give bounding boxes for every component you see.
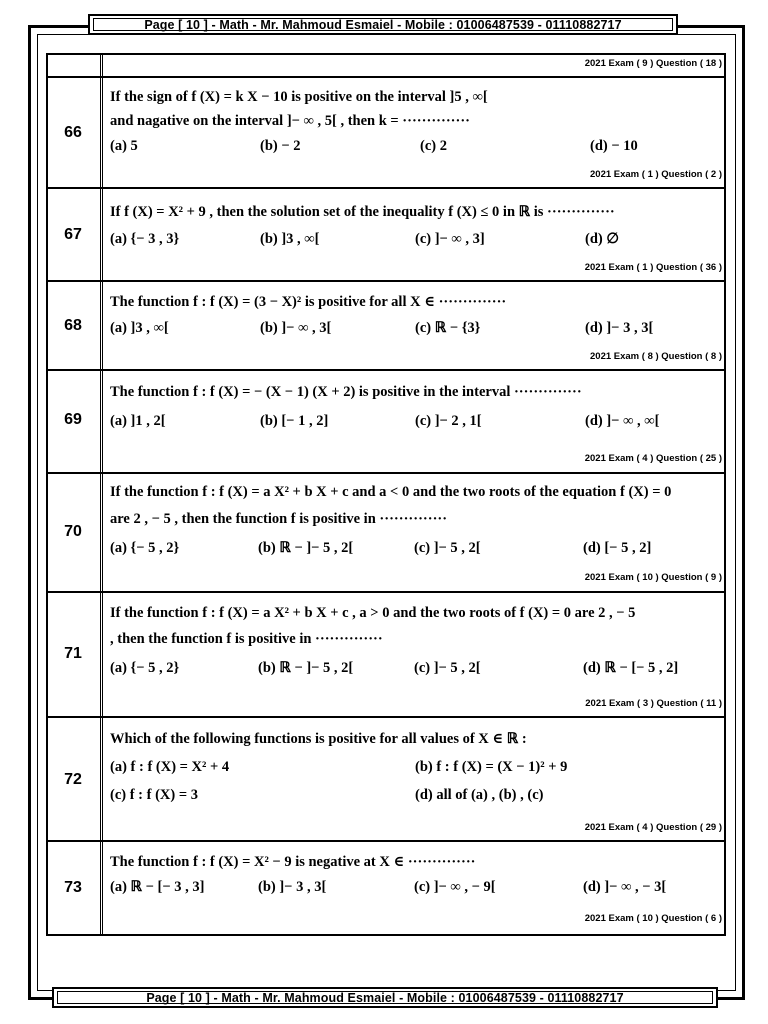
option-a: (a) ]3 , ∞[	[110, 320, 169, 336]
option-b: (b) ]− 3 , 3[	[258, 879, 327, 895]
question-source: 2021 Exam ( 10 ) Question ( 6 )	[584, 913, 722, 924]
option-b: (b) ]3 , ∞[	[260, 231, 320, 247]
question-text-line: The function f : f (X) = (3 − X)² is positive for all X ∈ ··············	[110, 294, 507, 310]
option-d: (d) − 10	[590, 138, 638, 154]
option-d: (d) ]− 3 , 3[	[585, 320, 654, 336]
question-source: 2021 Exam ( 4 ) Question ( 29 )	[584, 822, 722, 833]
question-text-line: The function f : f (X) = X² − 9 is negative at X ∈ ··············	[110, 854, 476, 870]
question-text-line: , then the function f is positive in ··············	[110, 631, 383, 647]
page-header	[88, 14, 678, 35]
question-source: 2021 Exam ( 4 ) Question ( 25 )	[584, 453, 722, 464]
question-source: 2021 Exam ( 1 ) Question ( 36 )	[584, 262, 722, 273]
option-c: (c) 2	[420, 138, 447, 154]
option-b: (b) f : f (X) = (X − 1)² + 9	[415, 759, 568, 775]
option-a: (a) f : f (X) = X² + 4	[110, 759, 230, 775]
question-source: 2021 Exam ( 8 ) Question ( 8 )	[590, 351, 722, 362]
question-text-line: If f (X) = X² + 9 , then the solution set of the inequality f (X) ≤ 0 in ℝ is ··············	[110, 204, 615, 220]
option-c: (c) ]− 2 , 1[	[415, 413, 482, 429]
option-c: (c) ]− ∞ , 3]	[415, 231, 485, 247]
question-number: 71	[64, 645, 82, 662]
option-c: (c) f : f (X) = 3	[110, 787, 198, 803]
question-text-line: If the function f : f (X) = a X² + b X + c , a > 0 and the two roots of f (X) = 0 are 2 , − 5	[110, 605, 636, 621]
page-footer-text: Page [ 10 ] - Math - Mr. Mahmoud Esmaiel - Mobile : 01006487539 - 01110882717	[57, 991, 713, 1004]
question-number: 70	[64, 523, 82, 540]
option-b: (b) − 2	[260, 138, 301, 154]
option-c: (c) ]− ∞ , − 9[	[414, 879, 496, 895]
question-source: 2021 Exam ( 3 ) Question ( 11 )	[585, 698, 722, 709]
option-a: (a) {− 5 , 2}	[110, 540, 180, 556]
option-d: (d) ]− ∞ , − 3[	[583, 879, 667, 895]
row-divider	[46, 840, 726, 842]
question-text-line: If the sign of f (X) = k X − 10 is positive on the interval ]5 , ∞[	[110, 89, 488, 105]
row-divider	[46, 187, 726, 189]
option-b: (b) ℝ − ]− 5 , 2[	[258, 660, 354, 676]
option-d: (d) ℝ − [− 5 , 2]	[583, 660, 679, 676]
number-column-divider	[100, 53, 103, 936]
question-text-line: are 2 , − 5 , then the function f is positive in ··············	[110, 511, 448, 527]
option-a: (a) ]1 , 2[	[110, 413, 166, 429]
question-text-line: and nagative on the interval ]− ∞ , 5[ , then k = ··············	[110, 113, 471, 129]
option-a: (a) {− 5 , 2}	[110, 660, 180, 676]
question-number: 73	[64, 879, 82, 896]
option-d: (d) all of (a) , (b) , (c)	[415, 787, 544, 803]
option-a: (a) {− 3 , 3}	[110, 231, 180, 247]
option-c: (c) ℝ − {3}	[415, 320, 481, 336]
option-a: (a) ℝ − [− 3 , 3]	[110, 879, 205, 895]
option-a: (a) 5	[110, 138, 138, 154]
row-divider	[46, 716, 726, 718]
question-number: 72	[64, 771, 82, 788]
option-d: (d) [− 5 , 2]	[583, 540, 652, 556]
option-d: (d) ]− ∞ , ∞[	[585, 413, 660, 429]
question-number: 66	[64, 124, 82, 141]
option-b: (b) ]− ∞ , 3[	[260, 320, 332, 336]
option-d: (d) ∅	[585, 231, 619, 247]
option-b: (b) ℝ − ]− 5 , 2[	[258, 540, 354, 556]
row-divider	[46, 76, 726, 78]
option-c: (c) ]− 5 , 2[	[414, 540, 481, 556]
row-divider	[46, 472, 726, 474]
top-source-label: 2021 Exam ( 9 ) Question ( 18 )	[584, 58, 722, 69]
option-b: (b) [− 1 , 2]	[260, 413, 329, 429]
question-text-line: If the function f : f (X) = a X² + b X + c and a < 0 and the two roots of the equation f (X) = 0	[110, 484, 672, 500]
row-divider	[46, 591, 726, 593]
question-source: 2021 Exam ( 10 ) Question ( 9 )	[584, 572, 722, 583]
question-text-line: The function f : f (X) = − (X − 1) (X + 2) is positive in the interval ··············	[110, 384, 582, 400]
row-divider	[46, 280, 726, 282]
question-number: 69	[64, 411, 82, 428]
page-header-text: Page [ 10 ] - Math - Mr. Mahmoud Esmaiel - Mobile : 01006487539 - 01110882717	[93, 18, 673, 31]
question-text-line: Which of the following functions is positive for all values of X ∈ ℝ :	[110, 731, 527, 747]
option-c: (c) ]− 5 , 2[	[414, 660, 481, 676]
question-source: 2021 Exam ( 1 ) Question ( 2 )	[590, 169, 722, 180]
question-number: 67	[64, 226, 82, 243]
row-divider	[46, 369, 726, 371]
page-footer	[52, 987, 718, 1008]
question-number: 68	[64, 317, 82, 334]
